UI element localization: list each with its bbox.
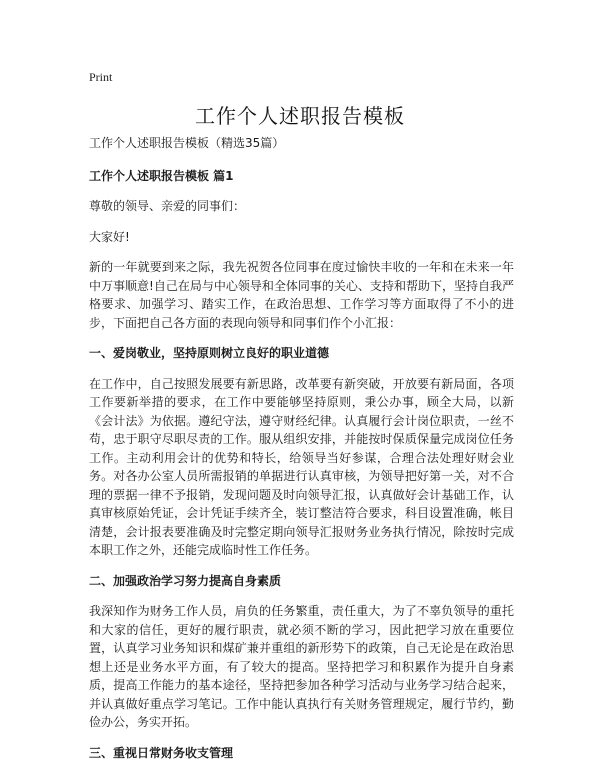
section-1-heading: 一、爱岗敬业，坚持原则树立良好的职业道德	[89, 346, 330, 360]
page-title: 工作个人述职报告模板	[195, 104, 405, 128]
document-body	[89, 134, 514, 774]
document-subtitle: 工作个人述职报告模板（精选35篇）	[89, 136, 285, 150]
section-1-paragraph: 在工作中，自己按照发展要有新思路，改革要有新突破，开放要有新局面，各项工作要新举措的要求，在工作中要能够坚持原则，秉公办事，顾全大局，以新《会计法》为依据。遵纪守法，遵守财经纪律。认真履行会计岗位职责，一丝不苟，忠于职守尽职尽责的工作。服从组织安排，并能按时保质保量完成岗位任务工作。主动利用会计的优势和特长，给领导当好参谋，合理合法处理好财会业务。对各办公室人员所需报销的单据进行认真审核，为领导把好第一关，对不合理的票据一律不予报销，发现问题及时向领导汇报，认真做好会计基础工作，认真审核原始凭证，会计凭证手续齐全，装订整洁符合要求，科目设置准确，帐目清楚，会计报表要准确及时完整定期向领导汇报财务业务执行情况，除按时完成本职工作之外，还能完成临时性工作任务。	[89, 376, 514, 557]
hello: 大家好!	[89, 229, 130, 244]
section-2-heading: 二、加强政治学习努力提高自身素质	[89, 573, 282, 588]
print-label[interactable]: Print	[89, 70, 113, 84]
section-3-heading: 三、重视日常财务收支管理	[89, 745, 234, 760]
section-2-paragraph: 我深知作为财务工作人员，肩负的任务繁重，责任重大，为了不辜负领导的重托和大家的信任，更好的履行职责，就必须不断的学习，因此把学习放在重要位置，认真学习业务知识和煤矿兼并重组的新形势下的政策，自己无论是在政治思想上还是业务水平方面，有了较大的提高。坚持把学习和积累作为提升自身素质，提高工作能力的基本途径，坚持把参加各种学习活动与业务学习结合起来，并认真做好重点学习笔记。工作中能认真执行有关财务管理规定，履行节约，勤俭办公，务实开拓。	[89, 604, 514, 729]
article-heading: 工作个人述职报告模板 篇1	[89, 168, 234, 183]
greeting: 尊敬的领导、亲爱的同事们：	[89, 199, 246, 213]
intro-paragraph: 新的一年就要到来之际，我先祝贺各位同事在度过愉快丰收的一年和在未来一年中万事顺意!自己在局与中心领导和全体同事的关心、支持和帮助下，坚持自我严格要求、加强学习、踏实工作，在政治思想、工作学习等方面取得了不小的进步，下面把自己各方面的表现向领导和同事们作个小汇报：	[89, 260, 514, 330]
